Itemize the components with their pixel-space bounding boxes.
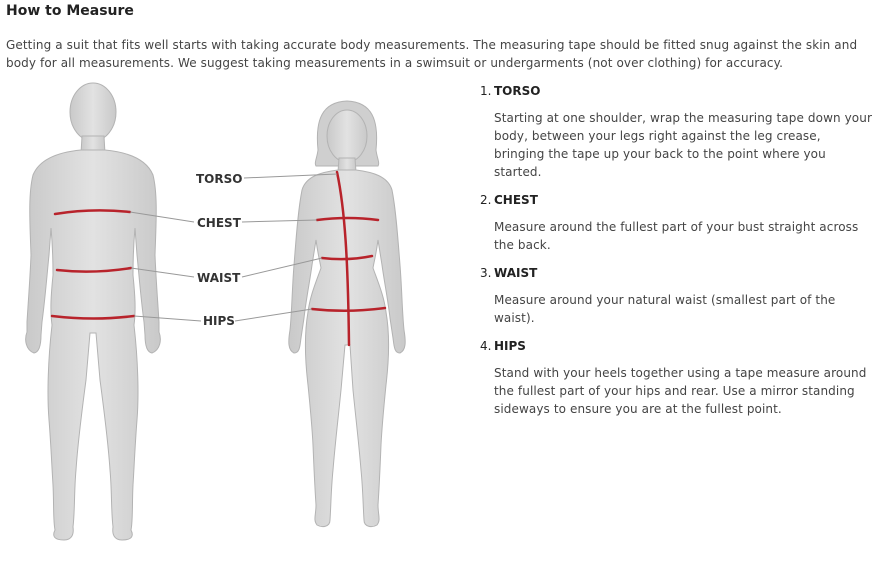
waist-label: WAIST (197, 271, 241, 285)
measurement-diagram (0, 78, 470, 567)
step-title: WAIST (494, 266, 538, 280)
step-waist (480, 264, 872, 327)
step-number: 1. (480, 84, 492, 98)
step-number: 2. (480, 193, 492, 207)
measurement-diagram-svg (0, 78, 470, 567)
page-title: How to Measure (6, 3, 134, 19)
chest-label: CHEST (197, 216, 241, 230)
step-number: 3. (480, 266, 492, 280)
step-number: 4. (480, 339, 492, 353)
step-title: CHEST (494, 193, 538, 207)
step-title: TORSO (494, 84, 541, 98)
hips-label: HIPS (203, 314, 235, 328)
male-figure (26, 83, 161, 540)
female-figure (289, 101, 405, 527)
measurement-steps (480, 82, 872, 428)
step-chest (480, 191, 872, 254)
torso-label: TORSO (196, 172, 243, 186)
step-description: Measure around the fullest part of your bust straight across the back. (494, 220, 859, 252)
step-description: Measure around your natural waist (smallest part of the waist). (494, 293, 836, 325)
step-description: Stand with your heels together using a tape measure around the fullest part of your hips and rear. Use a mirror standing sideways to ensure you are at the fullest point. (494, 366, 867, 416)
step-title: HIPS (494, 339, 526, 353)
step-hips (480, 337, 872, 418)
step-description: Starting at one shoulder, wrap the measuring tape down your body, between your legs right against the leg crease, bringing the tape up your back to the point where you started. (494, 111, 872, 179)
step-torso (480, 82, 872, 181)
intro-paragraph: Getting a suit that fits well starts with taking accurate body measurements. The measuring tape should be fitted snug against the skin and body for all measurements. We suggest taking measurements in a swimsuit or undergarments (not over clothing) for accuracy. (6, 38, 858, 70)
